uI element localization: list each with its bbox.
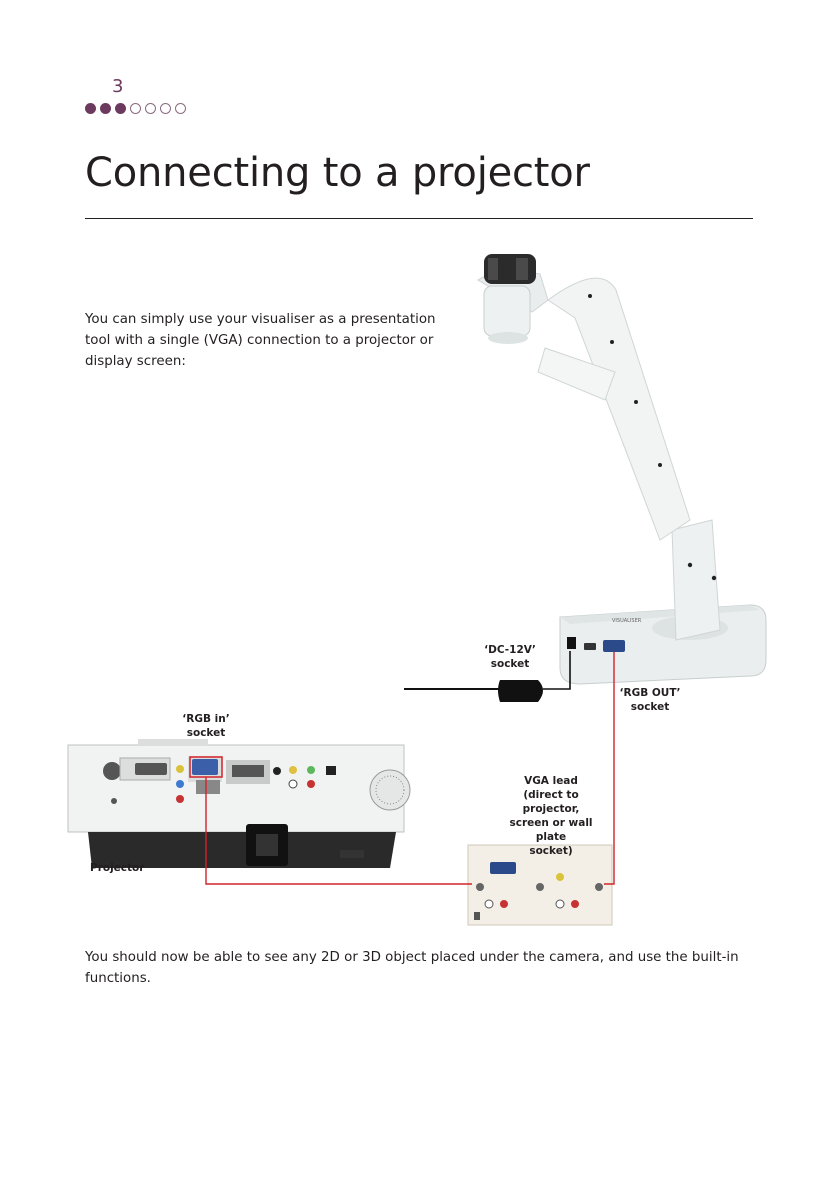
page-title: Connecting to a projector — [85, 150, 590, 196]
svg-text:VISUALISER: VISUALISER — [612, 618, 642, 624]
power-adapter — [498, 680, 543, 702]
step-number: 3 — [112, 76, 124, 97]
label-dc-socket: ‘DC-12V’ socket — [484, 644, 536, 670]
closing-paragraph: You should now be able to see any 2D or 3D object placed under the camera, and use the built-in functions. — [85, 950, 739, 986]
label-rgb-in-socket: ‘RGB in’ socket — [182, 713, 230, 739]
intro-paragraph: You can simply use your visualiser as a presentation tool with a single (VGA) connection to a projector or display screen: — [85, 312, 436, 369]
projector-illustration — [68, 739, 410, 868]
label-rgb-out-socket: ‘RGB OUT’ socket — [619, 687, 681, 713]
label-projector: Projector — [90, 862, 145, 874]
visualiser-illustration — [478, 254, 766, 684]
label-vga-lead: VGA lead (direct to projector, screen or wall plate socket) — [509, 775, 593, 857]
